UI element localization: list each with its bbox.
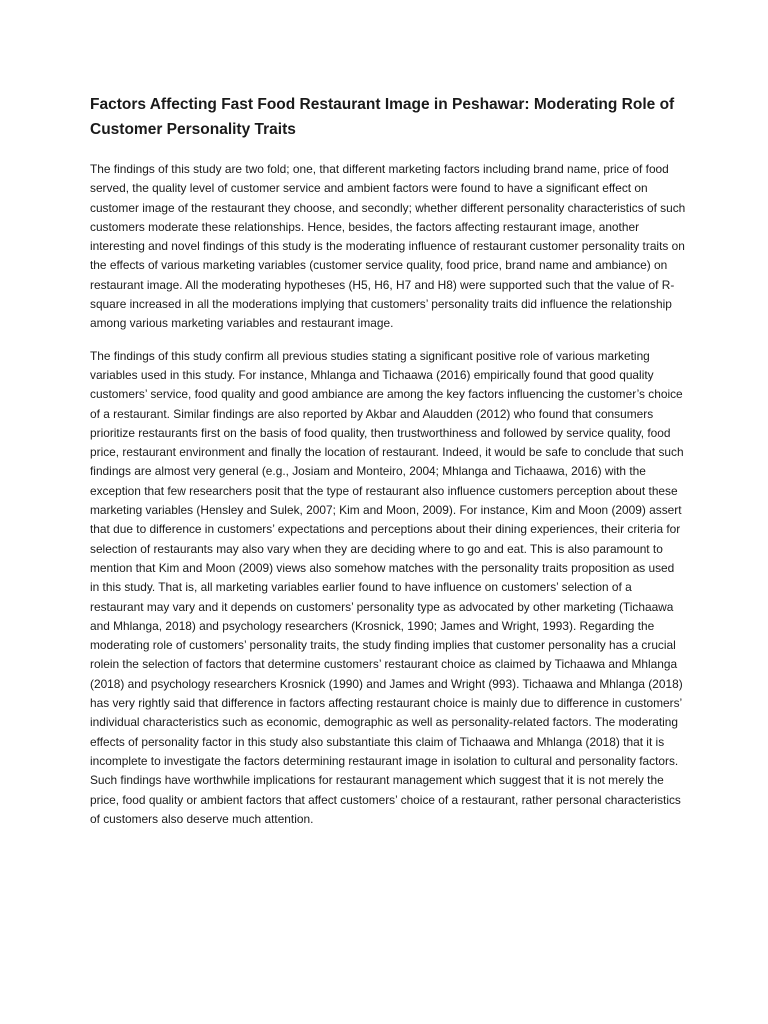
paragraph-2: The findings of this study confirm all previous studies stating a significant positive role of various marketing variables used in this study. For instance, Mhlanga and Tichaawa (2016) empirically found that good quality customers’ service, food quality and good ambiance are among the key factors influencing the customer’s choice of a restaurant. Similar findings are also reported by Akbar and Alaudden (2012) who found that consumers prioritize restaurants first on the basis of food quality, then trustworthiness and followed by service quality, food price, restaurant environment and finally the location of restaurant. Indeed, it would be safe to conclude that such findings are almost very general (e.g., Josiam and Monteiro, 2004; Mhlanga and Tichaawa, 2016) with the exception that few researchers posit that the type of restaurant also influence customers perception about these marketing variables (Hensley and Sulek, 2007; Kim and Moon, 2009). For instance, Kim and Moon (2009) assert that due to difference in customers’ expectations and perceptions about their dining experiences, their criteria for selection of restaurants may also vary when they are deciding where to go and eat. This is also paramount to mention that Kim and Moon (2009) views also somehow matches with the personality traits proposition as used in this study. That is, all marketing variables earlier found to have influence on customers’ selection of a restaurant may vary and it depends on customers’ personality type as advocated by other marketing (Tichaawa and Mhlanga, 2018) and psychology researchers (Krosnick, 1990; James and Wright, 1993). Regarding the moderating role of customers’ personality traits, the study finding implies that customer personality has a crucial rolein the selection of factors that determine customers’ restaurant choice as claimed by Tichaawa and Mhlanga (2018) and psychology researchers Krosnick (1990) and James and Wright (993). Tichaawa and Mhlanga (2018) has very rightly said that difference in factors affecting restaurant choice is mainly due to difference in customers’ individual characteristics such as economic, demographic as well as personality-related factors. The moderating effects of personality factor in this study also substantiate this claim of Tichaawa and Mhlanga (2018) that it is incomplete to investigate the factors determining restaurant image in isolation to cultural and personality factors. Such findings have worthwhile implications for restaurant management which suggest that it is not merely the price, food quality or ambient factors that affect customers’ choice of a restaurant, rather personal characteristics of customers also deserve much attention. bbox=[90, 348, 684, 826]
document-title: Factors Affecting Fast Food Restaurant Image in Peshawar: Moderating Role of Customer Personality Traits bbox=[90, 96, 675, 138]
paragraph-1: The findings of this study are two fold; one, that different marketing factors including brand name, price of food served, the quality level of customer service and ambient factors were found to have a significant effect on customer image of the restaurant they choose, and secondly; whether different personality characteristics of such customers moderate these relationships. Hence, besides, the factors affecting restaurant image, another interesting and novel findings of this study is the moderating influence of restaurant customer personality traits on the effects of various marketing variables (customer service quality, food price, brand name and ambiance) on restaurant image. All the moderating hypotheses (H5, H6, H7 and H8) were supported such that the value of R-square increased in all the moderations implying that customers’ personality traits did influence the relationship among various marketing variables and restaurant image. bbox=[90, 162, 686, 331]
document-body bbox=[90, 92, 686, 842]
